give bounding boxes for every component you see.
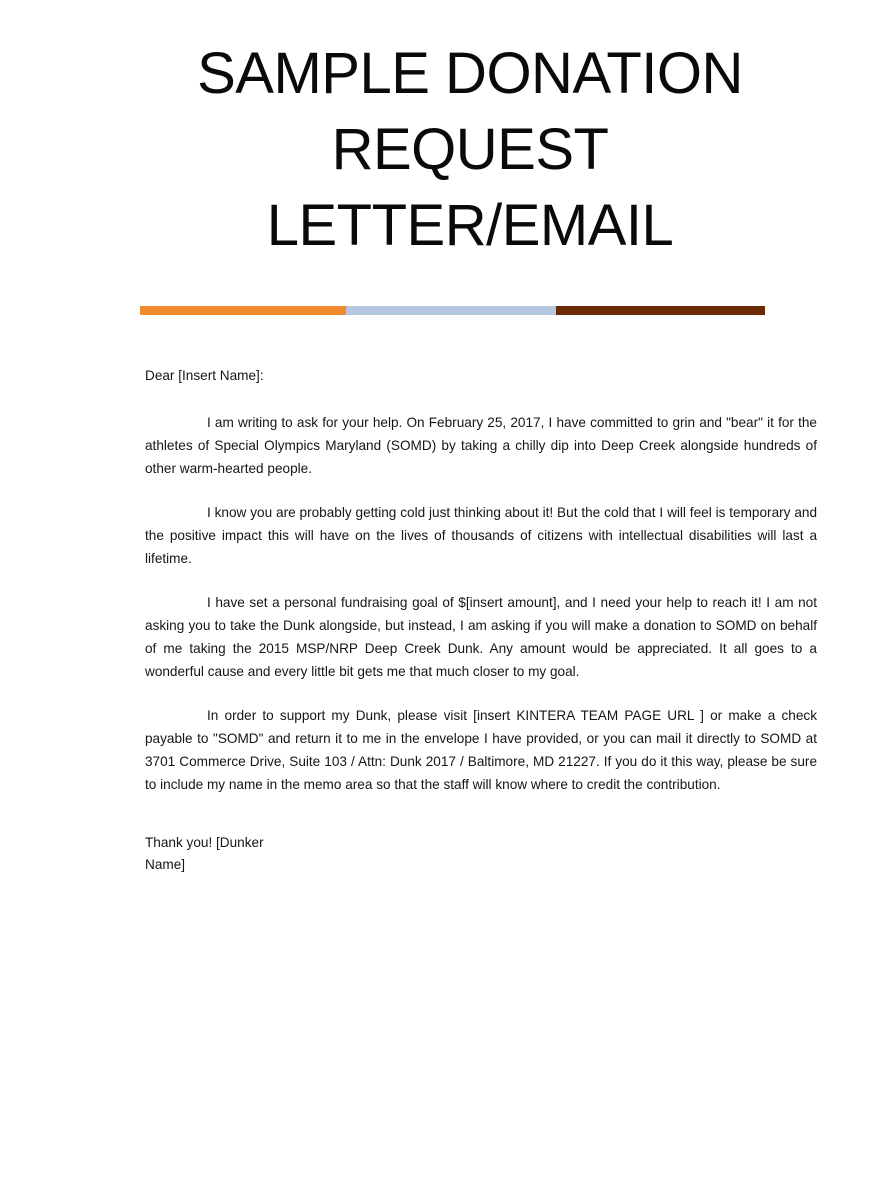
- document-title: [120, 36, 820, 264]
- divider-segment-orange: [140, 306, 346, 315]
- paragraph-4: In order to support my Dunk, please visit [insert KINTERA TEAM PAGE URL ] or make a check payable to "SOMD" and return it to me in the envelope I have provided, or you can mail it directly to SOMD at 3701 Commerce Drive, Suite 103 / Attn: Dunk 2017 / Baltimore, MD 21227. If you do it this way, please be sure to include my name in the memo area so that the staff will know where to credit the contribution.: [145, 708, 817, 792]
- divider-segment-light-blue: [346, 306, 556, 315]
- title-line-3: LETTER/EMAIL: [266, 193, 674, 258]
- paragraph-3: I have set a personal fundraising goal of $[insert amount], and I need your help to reach it! I am not asking you to take the Dunk alongside, but instead, I am asking if you will make a donation to SOMD on behalf of me taking the 2015 MSP/NRP Deep Creek Dunk. Any amount would be appreciated. It all goes to a wonderful cause and every little bit gets me that much closer to my goal.: [145, 595, 817, 679]
- title-line-1: SAMPLE DONATION: [197, 41, 743, 106]
- salutation: Dear [Insert Name]:: [145, 368, 264, 383]
- paragraph-2: I know you are probably getting cold just thinking about it! But the cold that I will feel is temporary and the positive impact this will have on the lives of thousands of citizens with intellectual disabilities will last a lifetime.: [145, 505, 817, 566]
- tricolor-divider: [140, 306, 765, 315]
- divider-segment-brown: [556, 306, 765, 315]
- letter-body: [145, 364, 817, 890]
- paragraph-1: I am writing to ask for your help. On February 25, 2017, I have committed to grin and "bear" it for the athletes of Special Olympics Maryland (SOMD) by taking a chilly dip into Deep Creek alongside hundreds of other warm-hearted people.: [145, 415, 817, 476]
- signoff: Thank you! [Dunker Name]: [145, 835, 264, 872]
- title-line-2: REQUEST: [331, 117, 609, 182]
